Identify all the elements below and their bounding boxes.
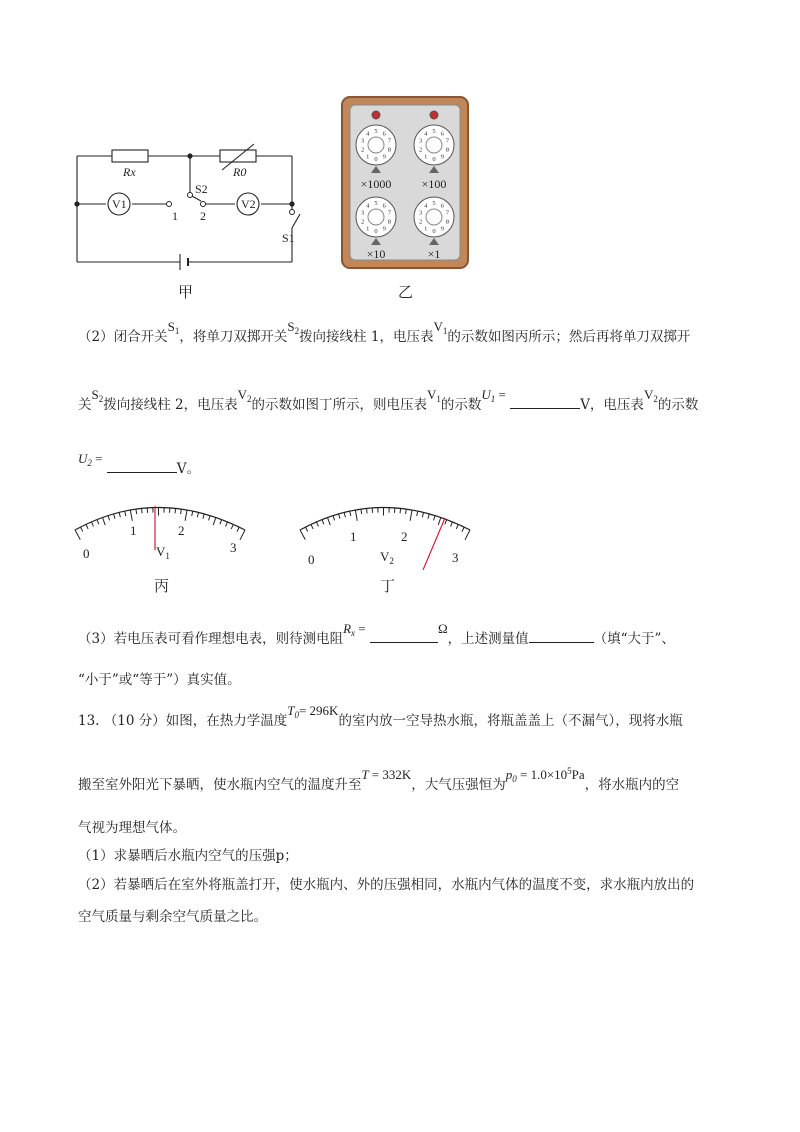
label-s2: S2 — [195, 182, 208, 196]
dial-digit: 0 — [432, 228, 436, 235]
scale-tick — [136, 509, 137, 514]
dial-digit: 9 — [382, 225, 386, 233]
scale-tick — [400, 508, 401, 513]
label-r0: R0 — [233, 165, 247, 179]
scale-tick — [305, 527, 307, 531]
answer-blank-rx[interactable] — [370, 628, 438, 643]
scale-tick — [197, 512, 198, 517]
q13-sub-2-line-2: 空气质量与剩余空气质量之比。 — [78, 909, 267, 925]
scale-tick — [192, 511, 193, 516]
label-v2: V2 — [241, 197, 256, 211]
dial-digit: 3 — [419, 137, 423, 145]
caption-jia: 甲 — [178, 283, 194, 301]
dial-digit: 3 — [361, 137, 365, 145]
scale-tick — [86, 524, 88, 529]
scale-tick — [181, 509, 182, 514]
q2-line-3: $U_2 = V$。 — [78, 451, 201, 477]
answer-blank-u1[interactable] — [510, 394, 580, 409]
dial-digit: 5 — [374, 128, 378, 135]
dial-digit: 5 — [374, 200, 378, 207]
label-v1: V1 — [112, 197, 127, 211]
tick-label-2: 2 — [178, 523, 185, 538]
caption-ding: 丁 — [380, 577, 396, 595]
scale-tick — [108, 516, 110, 521]
terminal-1-label: 1 — [172, 209, 178, 223]
dial-label-x1: ×1 — [427, 247, 441, 261]
dial-digit: 8 — [445, 146, 449, 154]
q13-sub-1: （1）求暴晒后水瓶内空气的压强p； — [78, 848, 298, 864]
scale-tick — [428, 514, 429, 519]
dial-digit: 9 — [440, 225, 444, 233]
q3-line-2: “小于”或“等于”）真实值。 — [78, 672, 241, 688]
dial-digit: 0 — [374, 156, 378, 163]
scale-tick — [322, 520, 324, 525]
meter-label-v1: $V_1$ — [156, 544, 170, 561]
dial-digit: 1 — [366, 225, 370, 233]
label-s1: S1 — [282, 231, 295, 245]
scale-tick — [434, 516, 435, 521]
scale-tick — [203, 514, 204, 519]
dial-digit: 9 — [382, 153, 386, 161]
dial-digit: 7 — [387, 137, 391, 145]
circuit-diagram — [70, 138, 310, 273]
dial-digit: 8 — [387, 146, 391, 154]
dial-digit: 6 — [440, 130, 444, 138]
scale-tick — [103, 518, 106, 526]
needle-v2 — [423, 518, 445, 570]
scale-tick — [80, 527, 82, 531]
q2-line-2: 关$S_2$拨向接线柱 2，电压表$V_2$的示数如图丁所示，则电压表$V_1$的示数$U_1 = V$，电压表$V_2$的示数 — [78, 387, 699, 413]
dial-digit: 7 — [445, 137, 449, 145]
scale-tick — [142, 508, 143, 513]
scale-tick — [422, 512, 423, 517]
dial-digit: 6 — [440, 202, 444, 210]
scale-tick — [417, 511, 418, 516]
dial-digit: 1 — [366, 153, 370, 161]
q3-line-1: （3）若电压表可看作理想电表，则待测电阻$R_x = \Omega$，上述测量值 （填“大于”、 — [78, 621, 675, 647]
caption-yi: 乙 — [398, 283, 414, 301]
tick-label-3: 3 — [452, 550, 459, 565]
scale-tick — [344, 512, 345, 517]
scale-tick — [311, 524, 313, 529]
q13-sub-2-line-1: （2）若暴晒后在室外将瓶盖打开，使水瓶内、外的压强相同，水瓶内气体的温度不变，求水瓶内放出的 — [78, 877, 695, 893]
scale-tick — [130, 510, 132, 521]
dial-digit: 7 — [445, 209, 449, 217]
scale-tick — [355, 510, 357, 521]
tick-label-3: 3 — [230, 540, 237, 555]
label-rx: Rx — [123, 165, 136, 179]
scale-tick — [231, 524, 233, 529]
dial-digit: 2 — [419, 146, 423, 154]
terminal-2-label: 2 — [200, 209, 206, 223]
dial-digit: 8 — [387, 218, 391, 226]
scale-tick — [410, 510, 412, 521]
dial-digit: 1 — [424, 225, 428, 233]
tick-label-2: 2 — [401, 529, 408, 544]
dial-digit: 4 — [366, 202, 370, 210]
dial-digit: 3 — [361, 209, 365, 217]
dial-digit: 5 — [432, 128, 436, 135]
scale-tick — [328, 518, 331, 526]
dial-digit: 7 — [387, 209, 391, 217]
tick-label-1: 1 — [130, 523, 137, 538]
dial-digit: 5 — [432, 200, 436, 207]
scale-tick — [185, 510, 187, 521]
resistance-box — [340, 95, 470, 270]
meter-ding — [295, 488, 485, 570]
scale-tick — [333, 516, 335, 521]
meter-label-v2: $V_2$ — [380, 549, 394, 566]
dial-digit: 0 — [432, 156, 436, 163]
scale-tick — [237, 527, 239, 532]
scale-tick — [438, 518, 441, 526]
scale-tick — [462, 527, 464, 532]
scale-tick — [119, 512, 120, 517]
scale-tick — [316, 522, 318, 527]
q13-line-3: 气视为理想气体。 — [78, 820, 186, 836]
scale-tick — [339, 514, 340, 519]
q2-line-1: （2）闭合开关$S_1$，将单刀双掷开关$S_2$拨向接线柱 1，电压表$V_1$的示数如图丙所示；然后再将单刀双掷开 — [78, 319, 691, 345]
dial-digit: 8 — [445, 218, 449, 226]
dial-digit: 6 — [382, 202, 386, 210]
dial-digit: 2 — [361, 218, 365, 226]
scale-tick — [114, 514, 115, 519]
scale-tick — [220, 520, 222, 525]
dial-digit: 0 — [374, 228, 378, 235]
scale-tick — [209, 516, 210, 521]
scale-tick — [456, 524, 458, 529]
dial-digit: 1 — [424, 153, 428, 161]
dial-digit: 4 — [424, 130, 428, 138]
scale-tick — [406, 509, 407, 514]
dial-digit: 2 — [361, 146, 365, 154]
dial-digit: 6 — [382, 130, 386, 138]
q13-line-1: 13. （10 分）如图，在热力学温度$T_0= 296K$的室内放一空导热水瓶，将瓶盖盖上（不漏气），现将水瓶 — [78, 703, 683, 729]
scale-tick — [213, 518, 216, 526]
dial-label-x100: ×100 — [421, 177, 447, 191]
caption-bing: 丙 — [154, 577, 170, 595]
rheostat-r0 — [220, 150, 256, 162]
tick-label-0: 0 — [308, 552, 315, 567]
dial-digit: 9 — [440, 153, 444, 161]
dial-digit: 3 — [419, 209, 423, 217]
q13-line-2: 搬至室外阳光下暴晒，使水瓶内空气的温度升至T = 332K，大气压强恒为$p_0 = 1.0\times 10^5Pa$，将水瓶内的空 — [78, 766, 680, 793]
meter-bing — [70, 488, 260, 570]
scale-tick — [91, 522, 93, 527]
dial-digit: 2 — [419, 218, 423, 226]
scale-tick — [125, 511, 126, 516]
scale-tick — [75, 530, 80, 540]
dial-digit: 4 — [366, 130, 370, 138]
scale-tick — [350, 511, 351, 516]
scale-tick — [300, 530, 305, 540]
answer-blank-u2[interactable] — [107, 458, 177, 473]
tick-label-0: 0 — [83, 546, 90, 561]
answer-blank-compare[interactable] — [529, 628, 594, 643]
scale-tick — [361, 509, 362, 514]
scale-tick — [367, 508, 368, 513]
scale-tick — [451, 522, 453, 527]
scale-tick — [97, 520, 99, 525]
tick-label-1: 1 — [350, 529, 357, 544]
dial-label-x10: ×10 — [366, 247, 386, 261]
scale-tick — [175, 508, 176, 513]
scale-tick — [226, 522, 228, 527]
resistor-rx — [112, 150, 148, 162]
dial-digit: 4 — [424, 202, 428, 210]
dial-label-x1000: ×1000 — [360, 177, 392, 191]
scale-tick — [445, 520, 447, 525]
scale-tick — [240, 530, 245, 540]
scale-tick — [465, 530, 470, 540]
